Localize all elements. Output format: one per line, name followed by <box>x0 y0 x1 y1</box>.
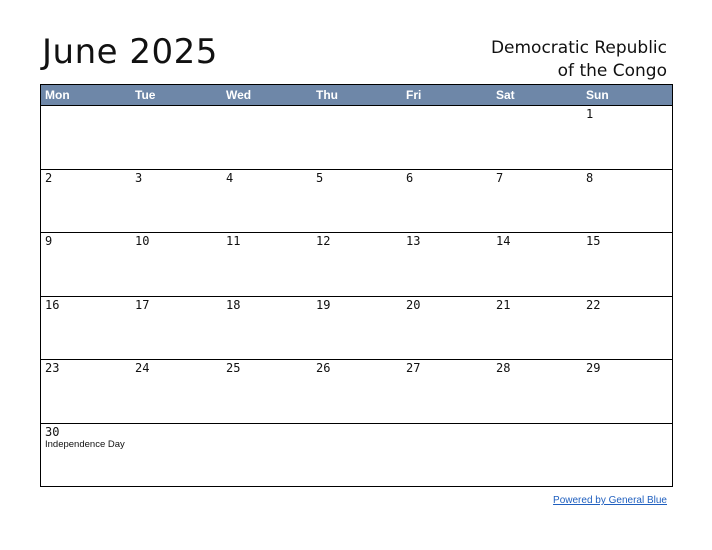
day-cell <box>131 233 222 296</box>
week-row <box>41 359 672 423</box>
day-number: 5 <box>316 170 324 185</box>
day-number: 14 <box>496 234 511 249</box>
day-cell <box>402 360 492 423</box>
day-cell <box>402 297 492 360</box>
day-number: 25 <box>226 361 241 376</box>
day-number: 6 <box>406 170 414 185</box>
day-number: 21 <box>496 297 511 312</box>
day-cell <box>402 424 492 487</box>
day-cell <box>492 106 582 169</box>
holiday-label: Independence Day <box>45 438 125 450</box>
week-row <box>41 105 672 169</box>
week-row <box>41 423 672 487</box>
weekday-mon: Mon <box>45 88 70 102</box>
region-line-2: of the Congo <box>557 61 667 81</box>
day-cell <box>582 106 672 169</box>
day-number: 29 <box>586 361 601 376</box>
day-number: 26 <box>316 361 331 376</box>
day-cell <box>582 170 672 233</box>
weeks-container <box>41 105 672 487</box>
day-number: 18 <box>226 297 241 312</box>
week-row <box>41 232 672 296</box>
day-number: 16 <box>45 297 60 312</box>
day-number: 13 <box>406 234 421 249</box>
day-cell <box>312 233 402 296</box>
day-number: 20 <box>406 297 421 312</box>
day-number: 17 <box>135 297 150 312</box>
day-number: 30 <box>45 424 60 439</box>
day-number: 10 <box>135 234 150 249</box>
page-title: June 2025 <box>42 32 218 72</box>
weekday-sat: Sat <box>496 88 515 102</box>
day-cell <box>312 297 402 360</box>
weekday-sun: Sun <box>586 88 609 102</box>
day-cell <box>402 106 492 169</box>
day-cell <box>131 424 222 487</box>
day-number: 1 <box>586 107 594 121</box>
calendar-grid <box>40 84 673 487</box>
day-cell <box>131 170 222 233</box>
day-number: 27 <box>406 361 421 376</box>
day-number: 24 <box>135 361 150 376</box>
day-number: 4 <box>226 170 234 185</box>
weekday-tue: Tue <box>135 88 156 102</box>
day-number: 22 <box>586 297 601 312</box>
day-cell <box>312 424 402 487</box>
day-cell <box>131 360 222 423</box>
day-number: 15 <box>586 234 601 249</box>
region-name <box>407 37 667 83</box>
day-number: 12 <box>316 234 331 249</box>
day-cell <box>582 233 672 296</box>
day-cell <box>222 424 312 487</box>
day-cell <box>131 106 222 169</box>
day-cell <box>582 424 672 487</box>
week-row <box>41 296 672 360</box>
day-cell <box>222 233 312 296</box>
day-cell <box>41 170 131 233</box>
day-cell <box>131 297 222 360</box>
day-cell <box>222 297 312 360</box>
day-cell <box>492 170 582 233</box>
day-cell <box>312 106 402 169</box>
day-cell <box>402 170 492 233</box>
day-number: 3 <box>135 170 143 185</box>
weekday-header <box>41 85 672 105</box>
day-cell <box>492 424 582 487</box>
weekday-fri: Fri <box>406 88 422 102</box>
day-cell <box>41 424 131 487</box>
day-cell <box>312 360 402 423</box>
day-cell <box>222 106 312 169</box>
day-cell <box>492 233 582 296</box>
day-cell <box>312 170 402 233</box>
day-number: 23 <box>45 361 60 376</box>
day-cell <box>582 360 672 423</box>
day-number: 11 <box>226 234 241 249</box>
day-cell <box>222 360 312 423</box>
weekday-thu: Thu <box>316 88 338 102</box>
day-cell <box>492 360 582 423</box>
region-line-1: Democratic Republic <box>490 38 667 58</box>
day-cell <box>222 170 312 233</box>
day-cell <box>41 106 131 169</box>
day-cell <box>492 297 582 360</box>
day-cell <box>582 297 672 360</box>
day-number: 8 <box>586 170 594 185</box>
day-number: 9 <box>45 234 53 249</box>
day-number: 19 <box>316 297 331 312</box>
day-number: 2 <box>45 170 53 185</box>
day-cell <box>41 297 131 360</box>
day-cell <box>402 233 492 296</box>
day-number: 28 <box>496 361 511 376</box>
week-row <box>41 169 672 233</box>
day-cell <box>41 233 131 296</box>
day-number: 7 <box>496 170 504 185</box>
weekday-wed: Wed <box>226 88 252 102</box>
powered-by-link[interactable]: Powered by General Blue <box>553 495 667 506</box>
day-cell <box>41 360 131 423</box>
